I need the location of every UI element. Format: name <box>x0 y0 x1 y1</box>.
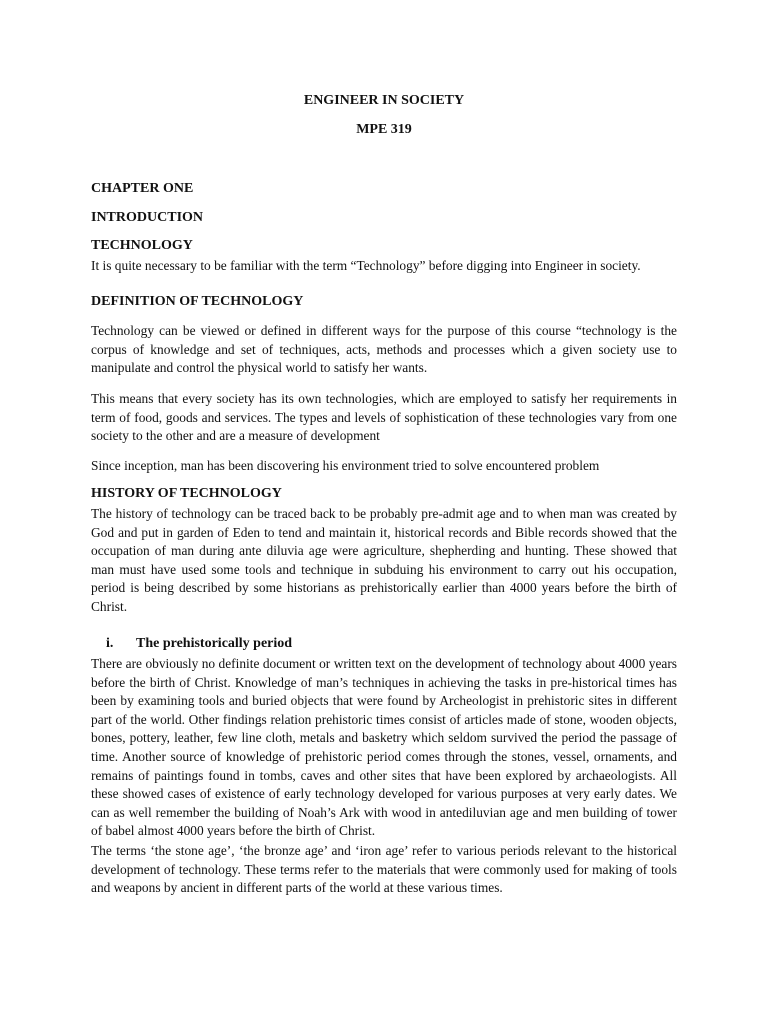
paragraph-history: The history of technology can be traced back to be probably pre-admit age and to when man was created by God and put in garden of Eden to tend and maintain it, historical records and Bible records showed that the occupation of man during ante diluvia age were agriculture, shepherding and hunting. These showed that man must have used some tools and technique in subduing his environment to carry out his occupation, period is being described by some historians as prehistorically earlier than 4000 years before the birth of Christ. <box>91 506 677 614</box>
paragraph-definition-2: This means that every society has its own technologies, which are employed to satisfy her requirements in term of food, goods and services. The types and levels of sophistication of these technologies vary from one society to the other and are a measure of development <box>91 391 677 444</box>
chapter-title: INTRODUCTION <box>91 210 204 225</box>
section-heading-definition: DEFINITION OF TECHNOLOGY <box>91 294 304 309</box>
paragraph-prehistoric-2: The terms ‘the stone age’, ‘the bronze age’ and ‘iron age’ refer to various periods relevant to the historical development of technology. These terms refer to the materials that were commonly used for making of tools and weapons by ancient in different parts of the world at these various times. <box>91 843 677 896</box>
chapter-label: CHAPTER ONE <box>91 181 194 196</box>
paragraph-definition-3: Since inception, man has been discovering his environment tried to solve encountered problem <box>91 458 600 473</box>
paragraph-prehistoric-1: There are obviously no definite document or written text on the development of technology about 4000 years before the birth of Christ. Knowledge of man’s techniques in achieving the tasks in pre-historical times has been by examining tools and buried objects that were found by Archeologist in prehistoric sites in different part of the world. Other findings relation prehistoric times consist of articles made of stone, wooden objects, bones, pottery, leather, few line cloth, metals and basketry which seldom survived the period the passage of time. Another source of knowledge of prehistoric period comes through the stones, vessel, ornaments, and remains of paintings found in tombs, caves and other sites that have been explored by archaeologists. All these showed cases of existence of early technology developed for various purposes at very early dates. We can as well remember the building of Noah’s Ark with wood in antediluvian age and men building of tower of babel almost 4000 years before the birth of Christ. <box>91 656 677 839</box>
section-heading-technology: TECHNOLOGY <box>91 238 193 253</box>
course-code: MPE 319 <box>356 122 412 137</box>
paragraph-definition-1: Technology can be viewed or defined in different ways for the purpose of this course “technology is the corpus of knowledge and set of techniques, acts, methods and processes which a given society use to manipulate and control the physical world to satisfy her wants. <box>91 323 677 376</box>
list-heading-text: The prehistorically period <box>136 636 293 651</box>
list-number: i. <box>106 636 114 651</box>
document-title: ENGINEER IN SOCIETY <box>303 93 465 108</box>
list-heading-prehistoric <box>106 636 292 652</box>
section-heading-history: HISTORY OF TECHNOLOGY <box>91 486 282 501</box>
paragraph-technology: It is quite necessary to be familiar with the term “Technology” before digging into Engineer in society. <box>91 258 641 273</box>
